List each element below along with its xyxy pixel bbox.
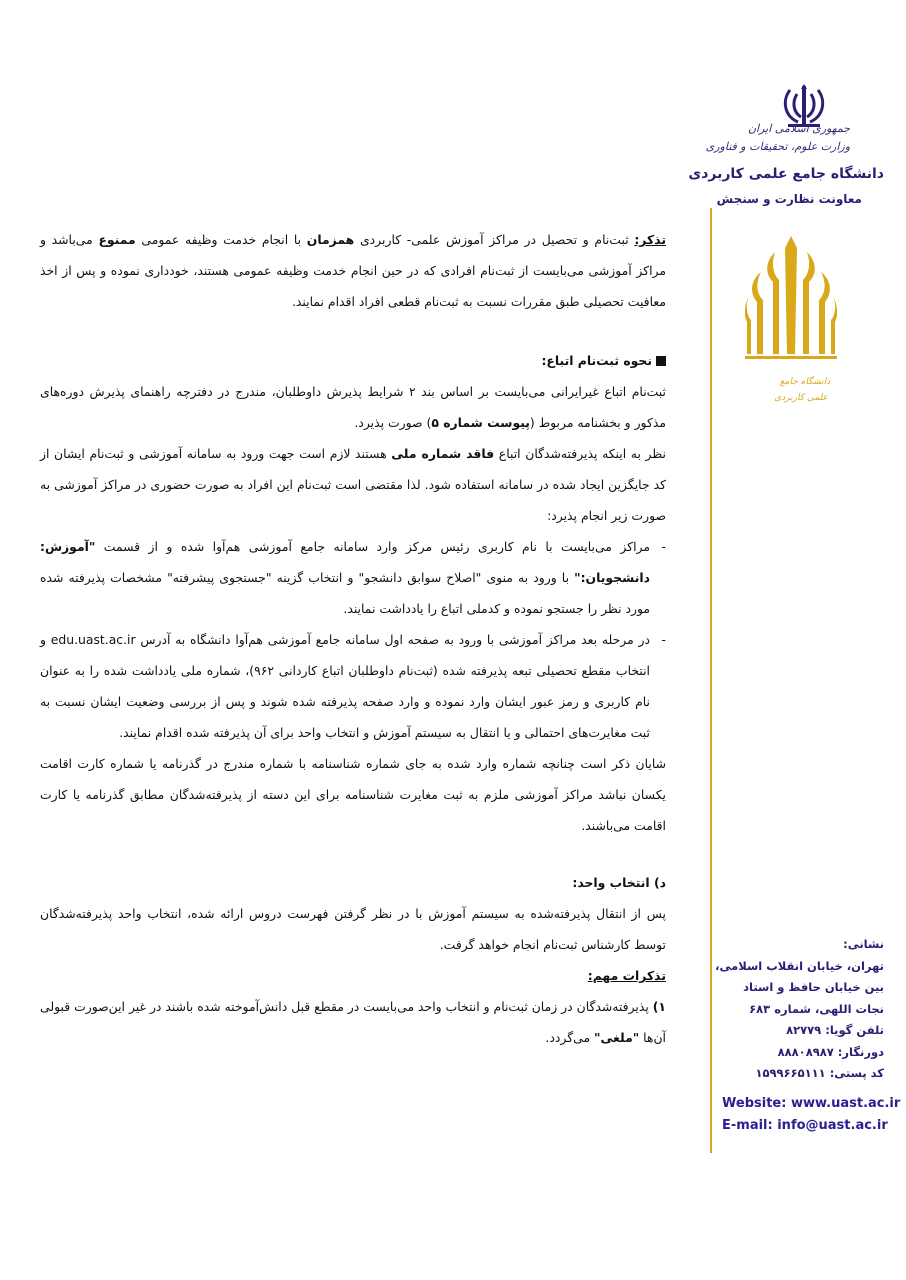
section1-paragraph-3: شایان ذکر است چنانچه شماره وارد شده به جای شماره شناسنامه با شماره مندرج در گذرنامه یا شماره کارت اقامت یکسان نباشد مراکز آموزشی ملزم به ثبت مغایرت شناسنامه برای این دسته از پذیرفته‌شدگان مطابق گذرنامه یا کارت اقامت می‌باشند. <box>40 756 666 833</box>
list-item: - در مرحله بعد مراکز آموزشی با ورود به صفحه اول سامانه جامع آموزشی هم‌آوا دانشگاه به آدرس edu.uast.ac.ir و انتخاب مقطع تحصیلی تبعه پذیرفته شده (ثبت‌نام داوطلبان اتباع کاردانی ۹۶۲)، شماره ملی یادداشت شده را به عنوان نام کاربری و رمز عبور ایشان وارد نموده و وارد صفحه پذیرفته شده شوند و پس از بررسی وضعیت ایشان نسبت به ثبت مغایرت‌های احتمالی و یا انتقال به سیستم آموزش و انتخاب واحد برای آن پذیرفته شده اقدام نمایند. <box>40 632 666 740</box>
phone-number: تلفن گویا: ۸۲۷۷۹ <box>786 1023 884 1037</box>
list-item: - مراکز می‌بایست با نام کاربری رئیس مرکز وارد سامانه جامع آموزشی هم‌آوا شده و از قسمت "آموزش: دانشجویان:" با ورود به منوی "اصلاح سوابق دانشجو" و انتخاب گزینه "جستجوی پیشرفته" مشخصات پذیرفته شده مورد نظر را جستجو نموده و کدملی اتباع را یادداشت نمایند. <box>40 539 666 616</box>
system-url-link[interactable]: edu.uast.ac.ir <box>50 632 136 647</box>
address-line-3: نجات اللهی، شماره ۶۸۳ <box>749 1001 884 1016</box>
document-body <box>40 224 666 1053</box>
note-label: تذکر: <box>634 232 667 247</box>
logo-caption-1: دانشگاه جامع <box>779 377 831 387</box>
important-notes-heading: تذکرات مهم: <box>587 968 666 983</box>
logo-caption-2: علمی کاربردی <box>774 393 828 403</box>
section2-paragraph: پس از انتقال پذیرفته‌شده به سیستم آموزش با در نظر گرفتن فهرست دروس ارائه شده، انتخاب واحد پذیرفته‌شدگان توسط کارشناس ثبت‌نام انجام خواهد گرفت. <box>40 906 666 952</box>
address-line-1: تهران، خیابان انقلاب اسلامی، <box>715 958 884 973</box>
square-bullet-icon <box>656 356 666 366</box>
note-paragraph: تذکر: ثبت‌نام و تحصیل در مراکز آموزش علمی- کاربردی همزمان با انجام خدمت وظیفه عمومی ممنوع می‌باشد و مراکز آموزشی می‌بایست از ثبت‌نام افرادی که در حین انجام خدمت وظیفه عمومی هستند، خودداری نموده و پس از اخذ معافیت تحصیلی طبق مقررات نسبت به ثبت‌نام قطعی افراد اقدام نمایند. <box>40 232 667 309</box>
university-name: دانشگاه جامع علمی کاربردی <box>688 166 884 182</box>
section1-paragraph-1: ثبت‌نام اتباع غیرایرانی می‌بایست بر اساس بند ۲ شرایط پذیرش داوطلبان، مندرج در دفترچه راهنمای پذیرش دوره‌های مذکور و بخشنامه مربوط (پیوست شماره ۵) صورت پذیرد. <box>40 384 666 430</box>
university-logo-icon <box>745 234 837 414</box>
section-heading-registration: نحوه ثبت‌نام اتباع: <box>40 345 666 376</box>
department-name: معاونت نظارت و سنجش <box>716 192 862 206</box>
ministry-line-1: جمهوری اسلامی ایران <box>747 122 850 135</box>
address-line-2: بین خیابان حافظ و استاد <box>743 980 884 994</box>
important-note-1: ۱) پذیرفته‌شدگان در زمان ثبت‌نام و انتخاب واحد می‌بایست در مقطع قبل دانش‌آموخته شده باشند در غیر این‌صورت قبولی آن‌ها "ملغی" می‌گردد. <box>40 999 666 1045</box>
ministry-line-2: وزارت علوم، تحقیقات و فناوری <box>705 140 850 153</box>
address-label: نشانی: <box>843 937 884 951</box>
section-heading-course-selection: د) انتخاب واحد: <box>572 875 666 890</box>
contact-address-block <box>694 934 884 1085</box>
email-link[interactable]: E-mail: info@uast.ac.ir <box>722 1118 888 1133</box>
section1-paragraph-2: نظر به اینکه پذیرفته‌شدگان اتباع فاقد شماره ملی هستند لازم است جهت ورود به سامانه آموزشی و ثبت‌نام ایشان از کد جایگزین ایجاد شده در سامانه استفاده شود. لذا مقتضی است ثبت‌نام این افراد به صورت حضوری در مراکز آموزشی به صورت زیر انجام پذیرد: <box>40 446 666 523</box>
website-link[interactable]: Website: www.uast.ac.ir <box>722 1096 901 1111</box>
fax-number: دورنگار: ۸۸۸۰۸۹۸۷ <box>777 1044 884 1059</box>
postal-code: کد پستی: ۱۵۹۹۶۶۵۱۱۱ <box>755 1066 884 1080</box>
